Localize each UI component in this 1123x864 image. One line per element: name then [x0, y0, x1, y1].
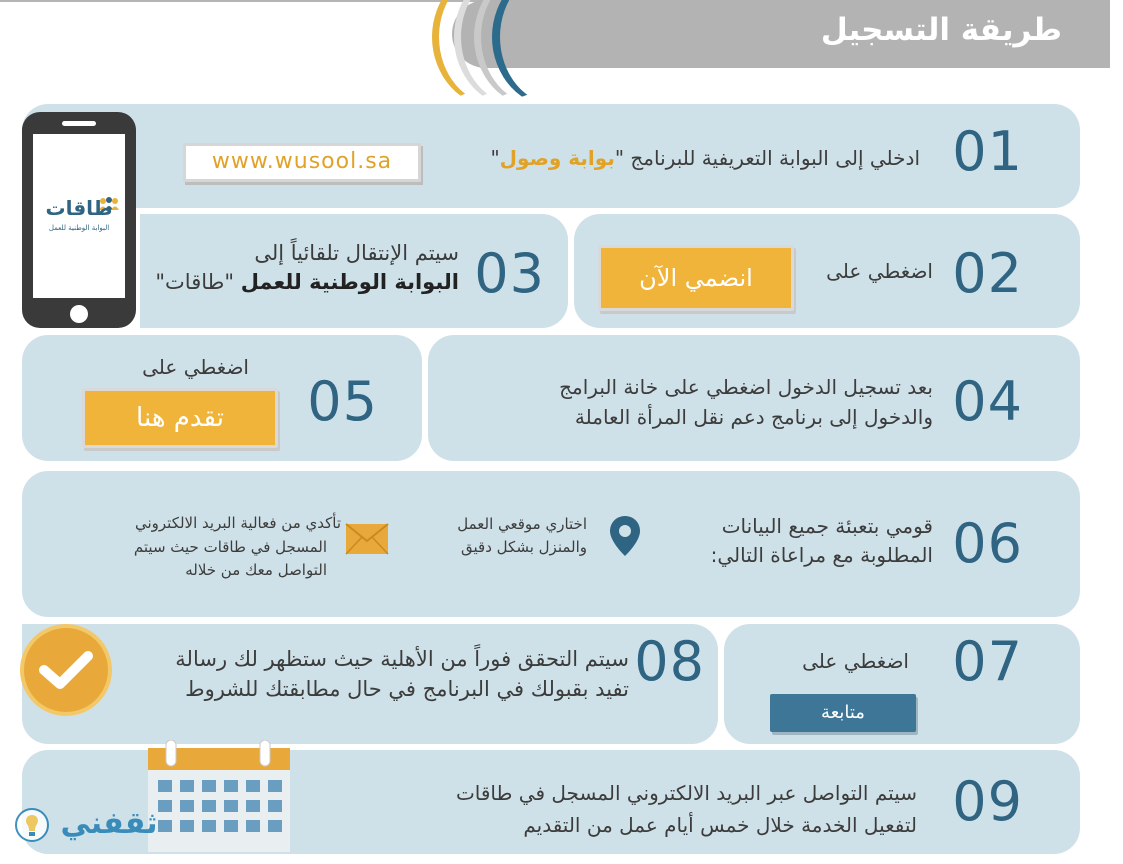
step-04-number: 04 — [952, 370, 1023, 433]
step-01-text-prefix: ادخلي إلى البوابة التعريفية للبرنامج " — [614, 146, 920, 170]
step-07-number: 07 — [952, 630, 1023, 693]
step-08-line2: تفيد بقبولك في البرنامج في حال مطابقتك للشروط — [185, 677, 629, 701]
watermark-logo — [14, 806, 158, 843]
step-05-text: اضغطي على — [142, 355, 249, 379]
check-circle-icon — [20, 624, 112, 716]
step-03-portal-name: البوابة الوطنية للعمل — [240, 270, 459, 294]
step-06-note1-line1: اختاري موقعي العمل — [457, 515, 587, 533]
step-01-text — [490, 143, 920, 173]
phone-screen — [33, 134, 125, 298]
step-07-text: اضغطي على — [802, 649, 909, 673]
step-03-number: 03 — [474, 242, 545, 305]
step-03-line2 — [155, 267, 459, 297]
step-06-line2: المطلوبة مع مراعاة التالي: — [710, 543, 933, 567]
step-04-line2: والدخول إلى برنامج دعم نقل المرأة العاملة — [574, 405, 933, 429]
continue-button[interactable]: متابعة — [770, 694, 916, 732]
step-06-note2-line2: المسجل في طاقات حيث سيتم — [133, 538, 327, 556]
step-06-line1: قومي بتعبئة جميع البيانات — [721, 514, 933, 538]
apply-here-button[interactable]: تقدم هنا — [82, 388, 278, 448]
step-03-line1: سيتم الإنتقال تلقائياً إلى — [254, 241, 459, 265]
taqat-logo-subtitle: البوابة الوطنية للعمل — [48, 224, 110, 232]
step-01-highlight: بوابة وصول — [499, 146, 615, 170]
step-09-line2: لتفعيل الخدمة خلال خمس أيام عمل من التقديم — [523, 813, 917, 837]
lightbulb-icon — [14, 807, 50, 843]
step-06-note2-line1: تأكدي من فعالية البريد الالكتروني — [134, 514, 341, 532]
step-09-number: 09 — [952, 770, 1023, 833]
step-02-number: 02 — [952, 242, 1023, 305]
wusool-url-link[interactable]: www.wusool.sa — [183, 143, 421, 182]
step-08-number: 08 — [634, 630, 705, 693]
phone-home-button — [70, 305, 88, 323]
location-pin-icon — [608, 514, 642, 558]
step-06-number: 06 — [952, 512, 1023, 575]
step-05-number: 05 — [307, 370, 378, 433]
phone-speaker — [62, 121, 96, 126]
phone-illustration — [22, 112, 136, 328]
step-08-line1: سيتم التحقق فوراً من الأهلية حيث ستظهر لك رسالة — [175, 647, 629, 671]
step-04-line1: بعد تسجيل الدخول اضغطي على خانة البرامج — [559, 375, 933, 399]
calendar-icon — [148, 740, 290, 852]
step-02-text: اضغطي على — [826, 259, 933, 283]
step-01-number: 01 — [952, 120, 1023, 183]
step-03-portal-alias: "طاقات" — [155, 270, 241, 294]
page-title: طريقة التسجيل — [820, 12, 1062, 48]
step-09-line1: سيتم التواصل عبر البريد الالكتروني المسجل في طاقات — [455, 781, 917, 805]
step-01-text-suffix: " — [490, 146, 500, 170]
step-06-note2-line3: التواصل معك من خلاله — [185, 561, 327, 579]
envelope-icon — [345, 523, 389, 555]
join-now-button[interactable]: انضمي الآن — [598, 245, 794, 311]
watermark-text: ثقفني — [60, 806, 158, 841]
step-06-note1-line2: والمنزل بشكل دقيق — [461, 538, 587, 556]
taqat-logo-text: طاقات — [45, 196, 113, 220]
